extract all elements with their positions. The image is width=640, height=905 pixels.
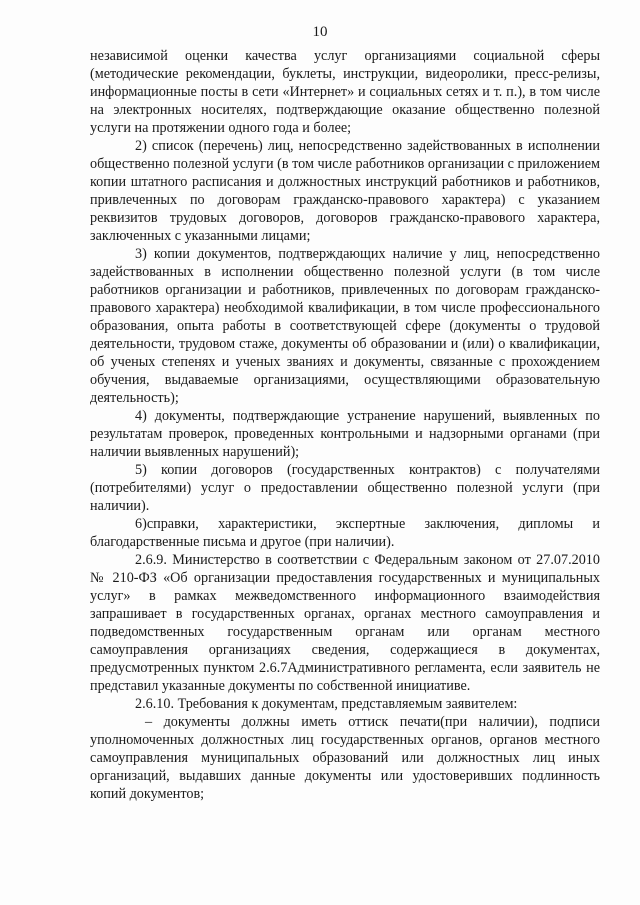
- paragraph-item-6: 6)справки, характеристики, экспертные заключения, дипломы и благодарственные письма и другое (при наличии).: [90, 516, 600, 550]
- document-body: [90, 47, 600, 803]
- paragraph-item-3: 3) копии документов, подтверждающих наличие у лиц, непосредственно задействованных в исполнении общественно полезной услуги (в том числе работников организации и работников, привлеченных по договорам гражданско-правового характера) необходимой квалификации, в том числе профессионального образования, опыта работы в соответствующей сфере (документы о трудовой деятельности, трудовом стаже, документы об образовании и (или) о квалификации, об ученых степенях и ученых званиях и документы, связанные с прохождением обучения, выдаваемые организациями, осуществляющими образовательную деятельность);: [90, 246, 600, 406]
- paragraph-item-4: 4) документы, подтверждающие устранение нарушений, выявленных по результатам проверок, проведенных контрольными и надзорными органами (при наличии выявленных нарушений);: [90, 408, 600, 460]
- paragraph-item-5: 5) копии договоров (государственных контрактов) с получателями (потребителями) услуг о предоставлении общественно полезной услуги (при наличии).: [90, 462, 600, 514]
- paragraph-2-6-9: 2.6.9. Министерство в соответствии с Федеральным законом от 27.07.2010 № 210-ФЗ «Об организации предоставления государственных и муниципальных услуг» в рамках межведомственного информационного взаимодействия запрашивает в государственных органах, органах местного самоуправления и подведомственных государственным органам или органам местного самоуправления организациях сведения, содержащиеся в документах, предусмотренных пунктом 2.6.7Административного регламента, если заявитель не представил указанные документы по собственной инициативе.: [90, 552, 600, 694]
- page-number: 10: [312, 24, 328, 40]
- paragraph-2-6-10: 2.6.10. Требования к документам, представляемым заявителем:: [135, 696, 518, 712]
- paragraph-item-2: 2) список (перечень) лиц, непосредственно задействованных в исполнении общественно полезной услуги (в том числе работников организации с приложением копии штатного расписания и должностных инструкций работников и работников, привлеченных по договорам гражданско-правового характера) с указанием реквизитов трудовых договоров, договоров гражданско-правового характера, заключенных с указанными лицами;: [90, 138, 600, 244]
- paragraph-continuation: независимой оценки качества услуг организациями социальной сферы (методические рекомендации, буклеты, инструкции, видеоролики, пресс-релизы, информационные посты в сети «Интернет» и социальных сетях и т. п.), в том числе на электронных носителях, подтверждающие оказание общественно полезной услуги на протяжении одного года и более;: [90, 48, 600, 136]
- paragraph-dash-item: – документы должны иметь оттиск печати(при наличии), подписи уполномоченных должностных лиц государственных органов, органов местного самоуправления муниципальных образований или должностных лиц иных организаций, выдавших данные документы или удостоверивших подлинность копий документов;: [90, 714, 600, 802]
